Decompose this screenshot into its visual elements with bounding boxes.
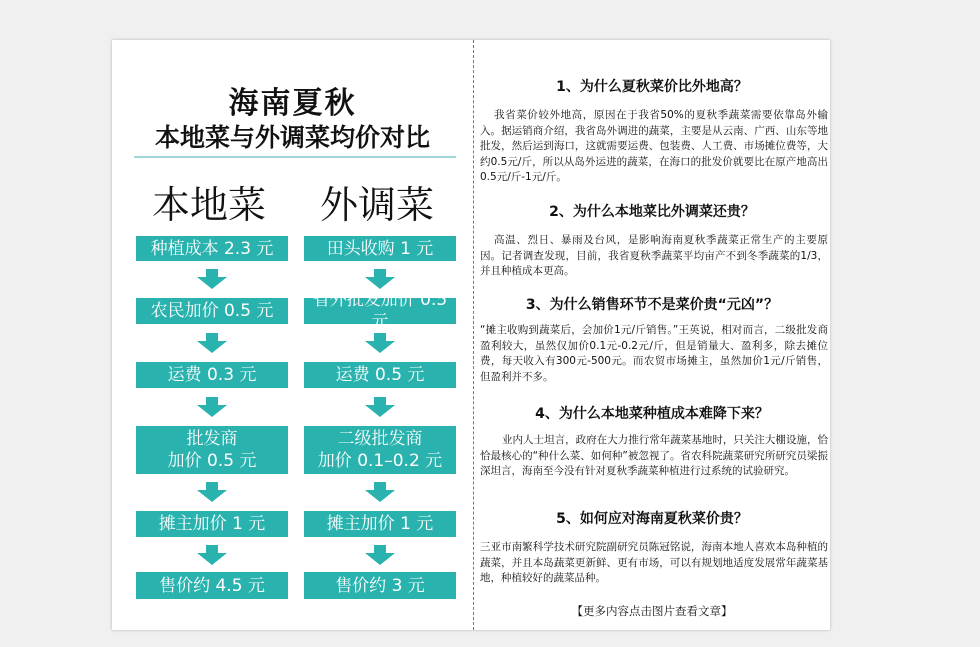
down-arrow-icon [197,397,227,417]
down-arrow-icon [197,333,227,353]
down-arrow-icon [197,269,227,289]
article-image[interactable] [112,40,830,630]
down-arrow-icon [197,545,227,565]
question-3: 3、为什么销售环节不是菜价贵“元凶”？ [525,297,779,313]
local-column-heading: 本地菜 [151,183,266,227]
outside-column-heading: 外调菜 [319,183,434,227]
outside-step-vendor-markup: 摊主加价 1 元 [304,511,456,537]
local-step-wholesaler [136,426,288,474]
infographic-subtitle: 本地菜与外调菜均价对比 [154,123,430,152]
wholesaler-label: 批发商 [186,429,238,449]
second-wholesaler-markup: 加价 0.1–0.2 元 [317,451,443,471]
down-arrow-icon [365,545,395,565]
answer-4: 业内人士坦言，政府在大力推行常年蔬菜基地时，只关注大棚设施，恰恰最核心的“种什么菜、如何种”被忽视了。省农科院蔬菜研究所研究员梁振深坦言，海南至今没有针对夏秋季蔬菜种植进行过系统的试验研究。 [480,434,828,477]
local-step-planting-cost: 种植成本 2.3 元 [136,236,288,261]
wholesaler-markup: 加价 0.5 元 [167,451,257,471]
title-divider [134,156,456,158]
outside-step-shipping: 运费 0.5 元 [304,362,456,388]
down-arrow-icon [197,482,227,502]
outside-step-second-wholesaler [304,426,456,474]
price-comparison-infographic [112,40,473,630]
local-step-shipping: 运费 0.3 元 [136,362,288,388]
question-1: 1、为什么夏秋菜价比外地高？ [556,79,748,95]
down-arrow-icon [365,482,395,502]
outside-step-wholesale-markup: 省外批发加价 0.5 元 [304,298,456,324]
question-2: 2、为什么本地菜比外调菜还贵？ [549,204,755,220]
qa-article-text [474,40,830,630]
question-4: 4、为什么本地菜种植成本难降下来？ [535,406,769,422]
local-step-farmer-markup: 农民加价 0.5 元 [136,298,288,324]
down-arrow-icon [365,269,395,289]
outside-step-farm-purchase: 田头收购 1 元 [304,236,456,261]
second-wholesaler-label: 二级批发商 [337,429,423,449]
answer-3: “摊主收购到蔬菜后，会加价1元/斤销售。”王英说，相对而言，二级批发商盈利较大，虽然仅加价0.1元-0.2元/斤，但是销量大、盈利多，除去摊位费，每天收入有300元-500元。而农贸市场摊主，虽然加价1元/斤销售，但盈利并不多。 [480,324,828,383]
down-arrow-icon [365,397,395,417]
answer-2: 高温、烈日、暴雨及台风，是影响海南夏秋季蔬菜正常生产的主要原因。记者调查发现，目前，我省夏秋季蔬菜平均亩产不到冬季蔬菜的1/3，并且种植成本更高。 [480,234,828,277]
down-arrow-icon [365,333,395,353]
local-step-retail-price: 售价约 4.5 元 [136,572,288,599]
more-content-link[interactable]: 【更多内容点击图片查看文章】 [571,604,733,618]
outside-step-retail-price: 售价约 3 元 [304,572,456,599]
answer-1: 我省菜价较外地高，原因在于我省50%的夏秋季蔬菜需要依靠岛外输入。据运销商介绍，我省岛外调进的蔬菜，主要是从云南、广西、山东等地批发，然后运到海口，这就需要运费、包装费、人工费、市场摊位费等，大约0.5元/斤，所以从岛外运进的蔬菜，在海口的批发价就要比在原产地高出0.5元/斤-1元/斤。 [480,109,828,183]
answer-5: 三亚市南繁科学技术研究院副研究员陈冠铭说，海南本地人喜欢本岛种植的蔬菜，并且本岛蔬菜更新鲜、更有市场，可以有规划地适度发展常年蔬菜基地，种植较好的蔬菜品种。 [480,541,828,584]
question-5: 5、如何应对海南夏秋菜价贵？ [556,511,748,527]
local-step-vendor-markup: 摊主加价 1 元 [136,511,288,537]
infographic-title: 海南夏秋 [228,86,357,121]
